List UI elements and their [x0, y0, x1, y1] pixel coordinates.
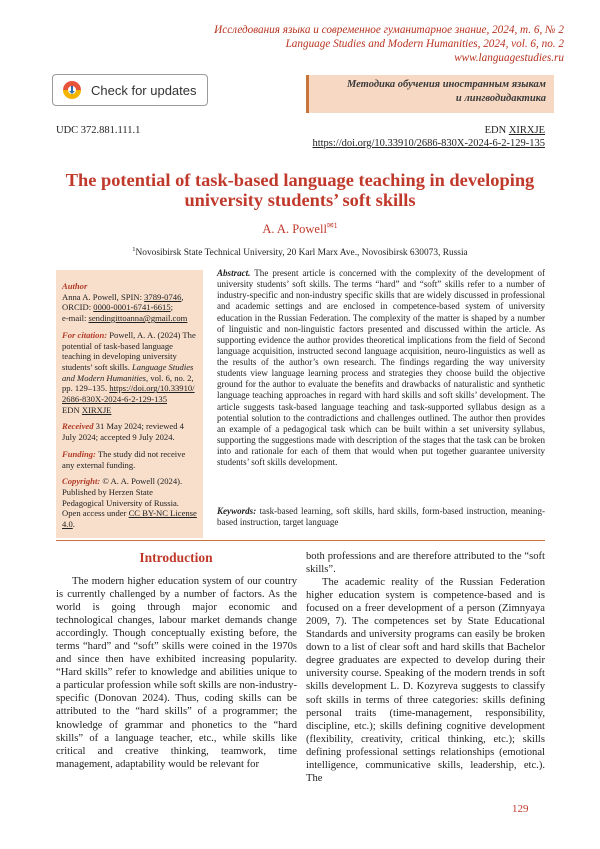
abstract [217, 268, 545, 468]
copyright-end: . [72, 519, 75, 530]
citation-edn-link[interactable]: XIRXJE [81, 404, 112, 415]
article-info-sidebar [56, 270, 203, 538]
keywords [217, 506, 545, 528]
citation-text-2: , vol. 6, no. 2, pp. 129–135. [62, 372, 194, 394]
intro-paragraph-1-continued: both professions and are therefore attributed to the “soft skills”. [306, 551, 545, 576]
doi-link-text[interactable]: https://doi.org/10.33910/2686-830X-2024-6-2-129-135 [312, 138, 545, 149]
check-for-updates-icon [61, 79, 83, 101]
edn-prefix: EDN [484, 125, 509, 136]
title-line-1: The potential of task-based language teaching in developing [65, 170, 535, 190]
intro-paragraph-2: The academic reality of the Russian Federation higher education system is competence-based and is focused on a freer development of a person (Zimnyaya 2009, 7). The competences set by State Educational Standards and university programs can easily be broken down to a list of clear soft and hard skills that Bachelor degree graduates are expected to develop during their university course. Speaking of the modern trends in soft skills development L. D. Kozyreva suggests to classify soft skills in terms of three categories: skills defining personal traits (time-management, responsibility, discipline, etc.); skills defining cognitive development (flexibility, creativity, critical thinking, etc.); skills defining professional settings relationships (emotional intelligence, communicative skills, leadership, etc.). The [306, 577, 545, 784]
section-divider [56, 540, 545, 541]
citation-heading: For citation: [62, 329, 108, 340]
author-email-link[interactable]: sendingittoanna@gmail.com [88, 313, 188, 324]
author-marks: ✉1 [326, 221, 338, 230]
keywords-text: task-based learning, soft skills, hard skills, form-based instruction, meaning-based instruction, target language [217, 506, 545, 528]
running-header-ru: Исследования языка и современное гуманитарное знание, 2024, т. 6, № 2 [214, 24, 564, 36]
copyright-heading: Copyright: [62, 476, 101, 487]
sidebar-dates-block [62, 421, 197, 442]
check-for-updates-button[interactable] [52, 74, 208, 106]
author-heading: Author [62, 281, 88, 291]
author-orcid-label: ORCID: [62, 302, 94, 313]
author-spin-label: Anna A. Powell, SPIN: [62, 291, 145, 302]
page-number: 129 [512, 803, 529, 815]
copyright-text: © A. A. Powell (2024). Published by Herzen State Pedagogical University of Russia. Open access under [62, 476, 183, 519]
body-left-column [56, 575, 297, 771]
abstract-text: The present article is concerned with the complexity of the development of university students’ soft skills. The terms “hard” and “soft” skills refer to a number of industry-specific and non-industry specific skills that are widely discussed in professional and academic settings and are enclosed in competence-based system of university education in the Russian Federation. The complexity of the matter is shaped by a number of linguistic and non-linguistic factors presented and discussed within the article. As supporting evidence the author provides theoretical implications from the field of Second language acquisition, instructed second language acquisition, neuro-linguistics as well as the results of the author’s own research. The findings regarding the way university students view language learning process and strategies they choose build the objective ground for the author to evaluate the benefits and drawbacks of naturalistic and synthetic language teaching approaches in regard with hard skills and soft skills’ development. The article suggests task-based language teaching and task-supported syllabus design as a potential solution to the contradictions and challenges outlined. The author then provides an example of a pedagogical task which can be built within a set university syllabus, supporting the suggestions made with description of the stages that the task can be broken into and rationale for each of them that would when put together guarantee university students’ soft skills development. [217, 268, 545, 468]
author-name: A. A. Powell [262, 222, 327, 237]
edn-code [485, 124, 545, 137]
introduction-heading: Introduction [139, 550, 213, 565]
funding-heading: Funding: [62, 448, 96, 459]
author-spin-link[interactable]: 3789-0746 [144, 291, 182, 302]
received-text: 31 May 2024; reviewed 4 July 2024; accepted 9 July 2024. [62, 421, 184, 443]
citation-text-1: Powell, A. A. (2024) The potential of task-based language teaching in developing university students’ soft skills. [62, 329, 196, 372]
body-right-column [306, 550, 545, 785]
author-email-label: e-mail: [62, 313, 89, 324]
affiliation-mark: 1 [132, 246, 136, 253]
license-link[interactable]: CC BY-NC License 4.0 [62, 508, 197, 530]
udc-code: UDC 372.881.111.1 [56, 125, 141, 136]
received-heading: Received [62, 421, 94, 432]
rubric-line-2: и лингводидактика [455, 93, 546, 104]
sidebar-funding-block [62, 449, 197, 470]
affiliation-text: Novosibirsk State Technical University, 20 Karl Marx Ave., Novosibirsk 630073, Russia [135, 248, 468, 259]
funding-text: The study did not receive any external funding. [62, 448, 186, 470]
doi-link[interactable] [312, 137, 545, 150]
journal-website-link[interactable]: www.languagestudies.ru [454, 52, 564, 64]
article-title [50, 170, 550, 210]
citation-edn-prefix: EDN [62, 404, 82, 415]
title-line-2: university students’ soft skills [184, 190, 416, 210]
sidebar-citation-block [62, 330, 197, 416]
section-rubric [306, 75, 554, 113]
check-for-updates-label: Check for updates [91, 82, 197, 98]
affiliation [0, 246, 600, 258]
intro-paragraph-1: The modern higher education system of our country is currently challenged by a number of factors. As the world is going through major economic and technological changes, labour market demands change accordingly. Though conceptually existing before, the terms “hard” and “soft” skills were coined in the 1970s and since then have exhibited increasing popularity. “Hard skills” refer to knowledge and abilities unique to a particular profession while soft skills are non-industry-specific (Donovan 2024). Thus, coding skills can be attributed to the “hard skills” of a programmer; the knowledge of grammar and phonetics to the “hard skills” of a language teacher, etc., while skills like critical and creative thinking, teamwork, time management, adaptability would be relevant for [56, 576, 297, 770]
running-header-en: Language Studies and Modern Humanities, 2024, vol. 6, no. 2 [285, 38, 564, 50]
abstract-heading: Abstract. [217, 268, 251, 278]
sidebar-copyright-block [62, 476, 197, 530]
author-line [0, 221, 600, 237]
citation-journal: Language Studies and Modern Humanities [62, 361, 194, 383]
sidebar-author-block: Author Anna A. Powell, SPIN: 3789-0746, ORCID: 0000-0001-6741-6615; e-mail: sendingittoanna@gmail.com [62, 281, 188, 324]
keywords-heading: Keywords: [217, 506, 257, 516]
author-orcid-link[interactable]: 0000-0001-6741-6615 [93, 302, 171, 313]
edn-link[interactable]: XIRXJE [508, 125, 545, 136]
rubric-line-1: Методика обучения иностранным языкам [346, 79, 546, 90]
citation-doi-link[interactable]: https://doi.org/10.33910/2686-830X-2024-6-2-129-135 [62, 383, 195, 405]
